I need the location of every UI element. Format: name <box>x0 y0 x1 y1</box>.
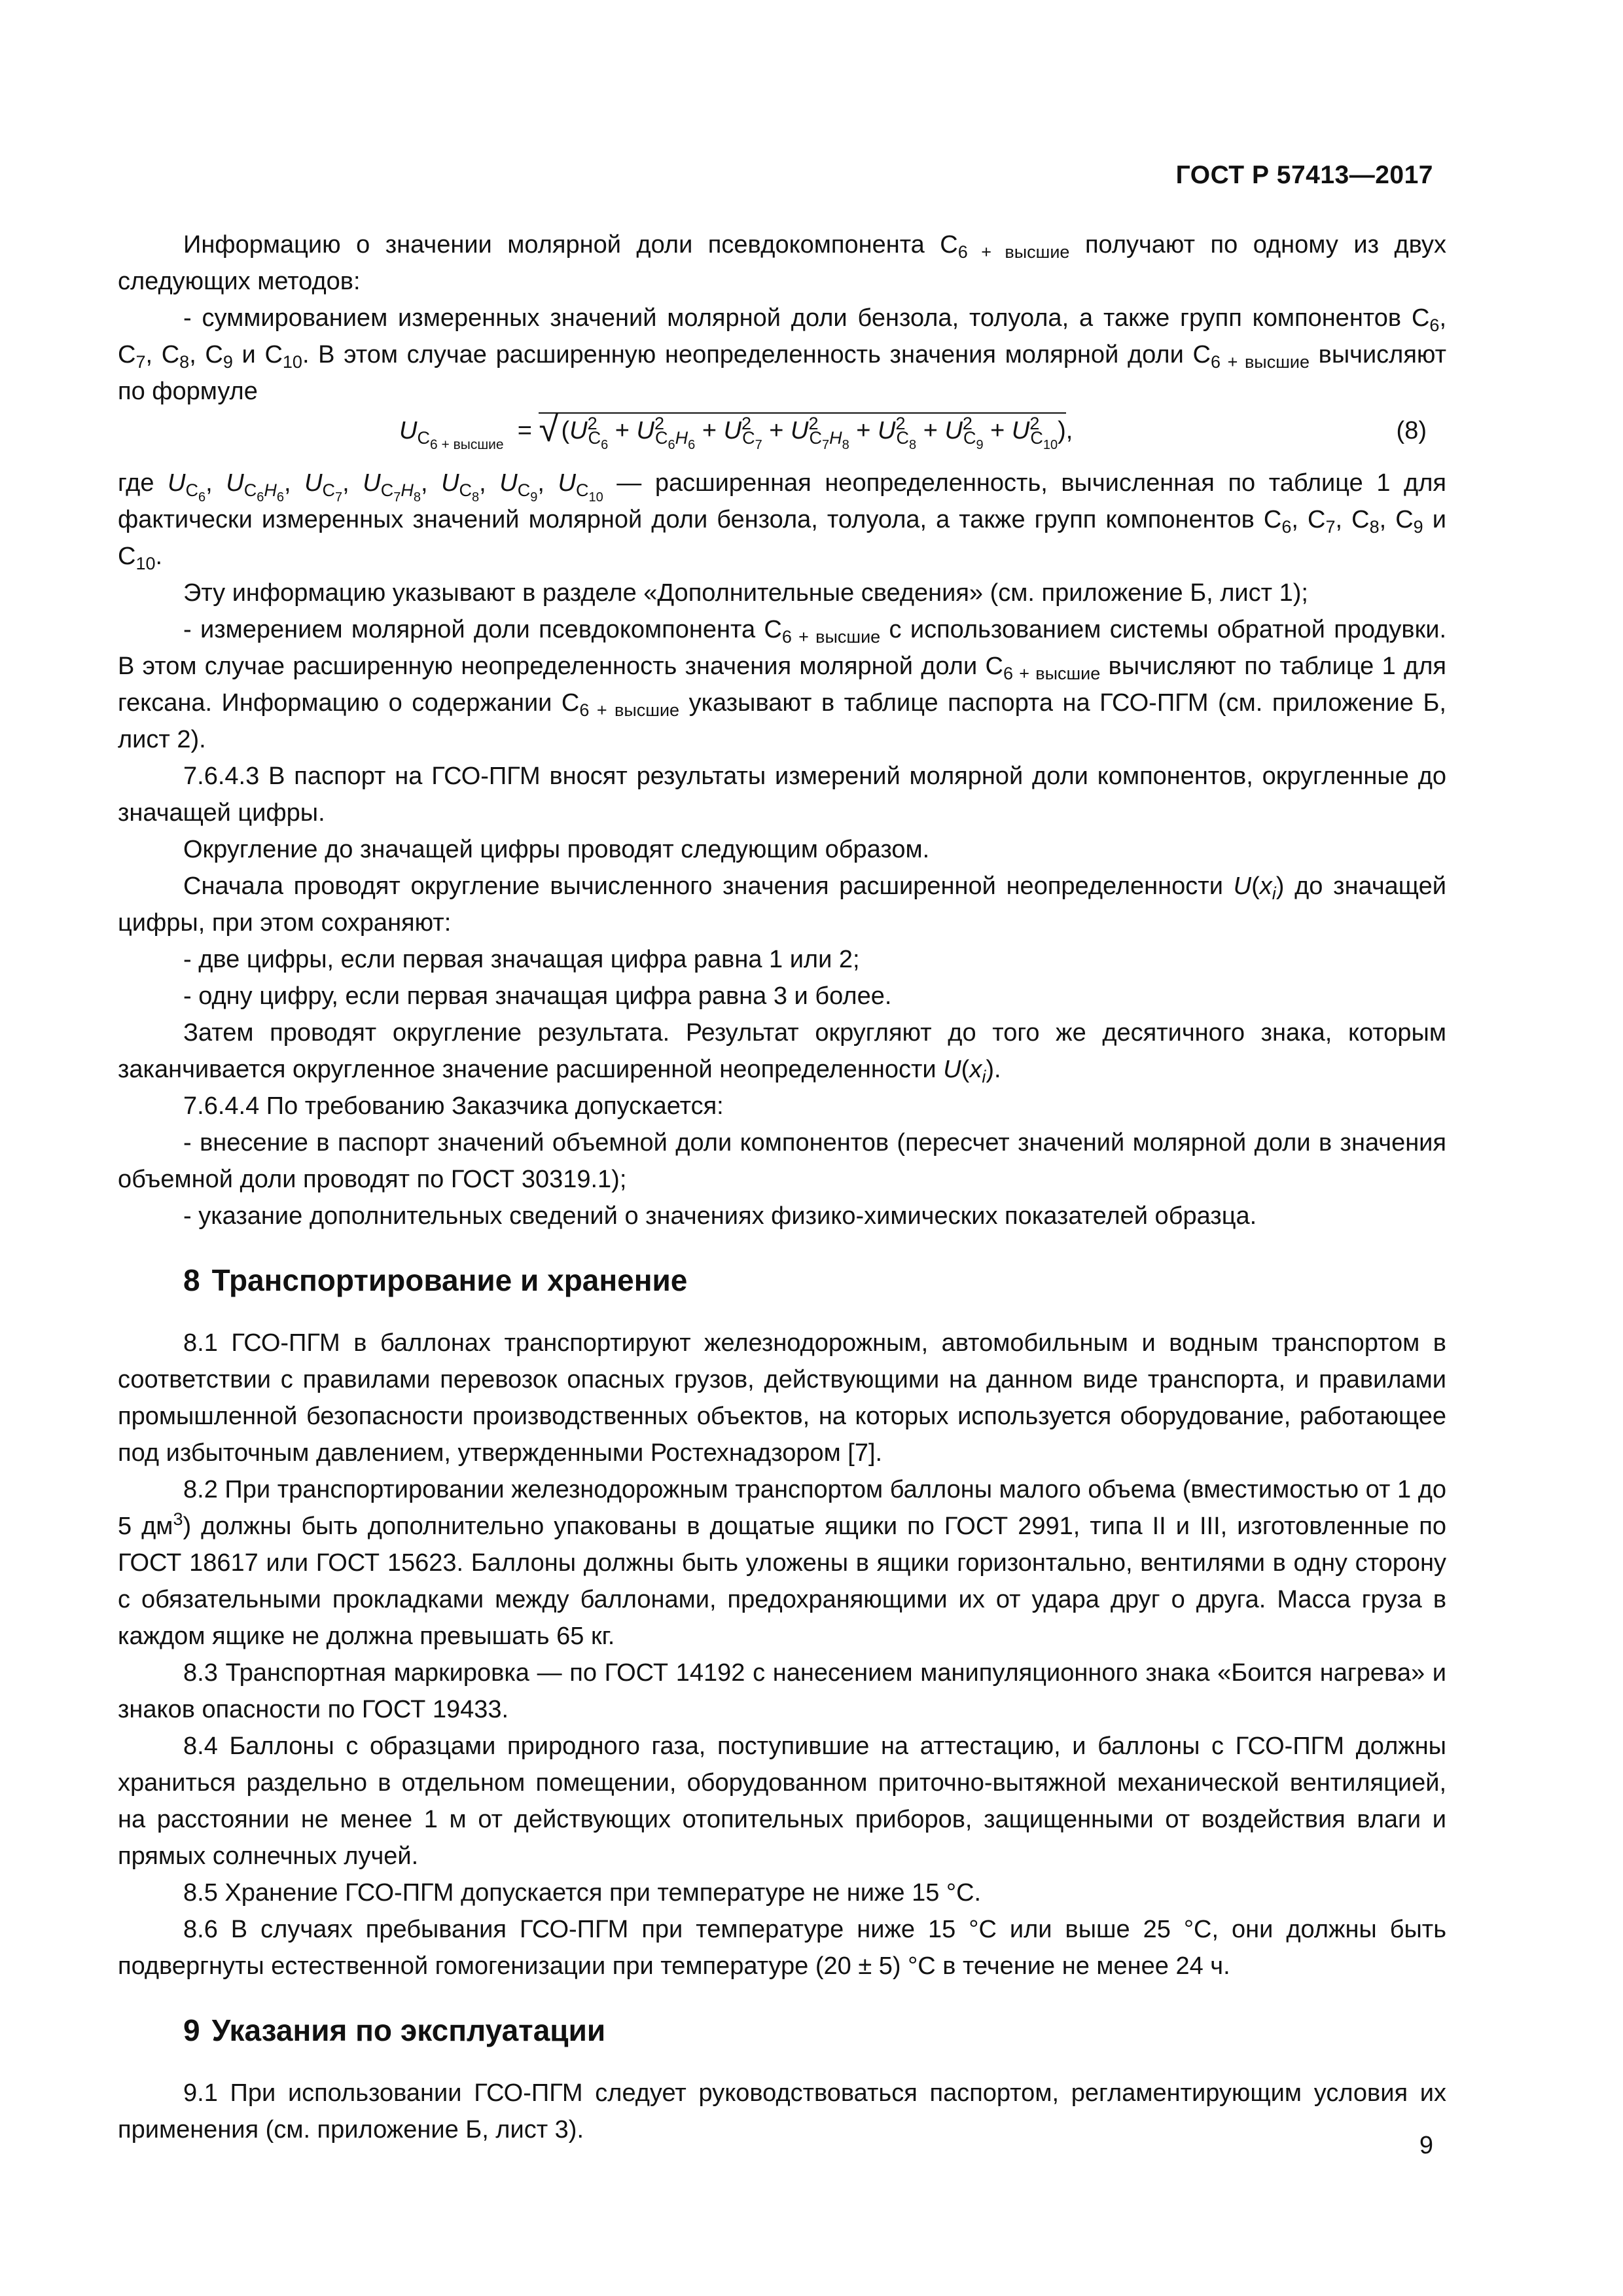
document-header: ГОСТ Р 57413—2017 <box>1175 161 1433 189</box>
paragraph-info: Эту информацию указывают в разделе «Дополнительные сведения» (см. приложение Б, лист 1); <box>183 579 1308 607</box>
paragraph-intro: Информацию о значении молярной доли псевдокомпонента $С_{6 + высшие}$ получают по одному из двух следующих методов: <box>118 231 1447 295</box>
formula-number: (8) <box>1396 417 1427 444</box>
paragraph-8-2: 8.2 При транспортировании железнодорожным транспортом баллоны малого объема (вместимостью от 1 до 5 $дм^3$) должны быть дополнительно упакованы в дощатые ящики по ГОСТ 2991, типа II и III, изготовленные по ГОСТ 18617 или ГОСТ 15623. Баллоны должны быть уложены в ящики горизонтально, вентилями в одну сторону с обязательными прокладками между баллонами, предохраняющими их от удара друг о друга. Масса груза в каждом ящике не должна превышать 65 кг. <box>118 1476 1446 1650</box>
paragraph-rounding-result: Затем проводят округление результата. Результат округляют до того же десятичного знака, которым заканчивается округленное значение расширенной неопределенности $U(x_i)$. <box>118 1019 1446 1086</box>
page-content <box>118 226 1446 2148</box>
paragraph-8-5: 8.5 Хранение ГСО-ПГМ допускается при температуре не ниже 15 °С. <box>183 1879 982 1907</box>
formula-8 <box>118 412 1446 461</box>
paragraph-two-digits: - две цифры, если первая значащая цифра равна 1 или 2; <box>183 946 860 973</box>
paragraph-9-1: 9.1 При использовании ГСО-ПГМ следует руководствоваться паспортом, регламентирующим условия их применения (см. приложение Б, лист 3). <box>118 2079 1446 2144</box>
page-number: 9 <box>1419 2132 1433 2159</box>
paragraph-8-1: 8.1 ГСО-ПГМ в баллонах транспортируют железнодорожным, автомобильным и водным транспортом в соответствии с правилами перевозок опасных грузов, действующими на данном виде транспорта, и правилами промышленной безопасности производственных объектов, на которых используется оборудование, работающее под избыточным давлением, утвержденными Ростехнадзором [7]. <box>118 1329 1446 1467</box>
section-9-heading: 9 Указания по эксплуатации <box>183 2013 606 2047</box>
paragraph-where: где $U_{C_6}$, $U_{C_6H_6}$, $U_{C_7}$, $U_{C_7H_8}$, $U_{C_8}$, $U_{C_9}$, $U_{C_{10}}$ — расширенная неопределенность, вычисленная по таблице 1 для фактически измеренных значений молярной доли бензола, толуола, а также групп компонентов $С_6$, $С_7$, $С_8$, $С_9$ и $С_{10}$. <box>118 469 1446 573</box>
paragraph-volume-fraction: - внесение в паспорт значений объемной доли компонентов (пересчет значений молярной доли в значения объемной доли проводят по ГОСТ 30319.1); <box>118 1129 1446 1193</box>
section-8-heading: 8 Транспортирование и хранение <box>183 1263 688 1297</box>
paragraph-7-6-4-3: 7.6.4.3 В паспорт на ГСО-ПГМ вносят результаты измерений молярной доли компонентов, округленные до значащей цифры. <box>118 762 1446 827</box>
paragraph-additional-info: - указание дополнительных сведений о значениях физико-химических показателей образца. <box>183 1202 1257 1230</box>
paragraph-rounding-first: Сначала проводят округление вычисленного значения расширенной неопределенности $U(x_i)$ до значащей цифры, при этом сохраняют: <box>118 872 1446 937</box>
paragraph-8-4: 8.4 Баллоны с образцами природного газа, поступившие на аттестацию, и баллоны с ГСО-ПГМ должны храниться раздельно в отдельном помещении, оборудованном приточно-вытяжной механической вентиляцией, на расстоянии не менее 1 м от действующих отопительных приборов, защищенными от воздействия влаги и прямых солнечных лучей. <box>118 1732 1446 1870</box>
paragraph-summation: - суммированием измеренных значений молярной доли бензола, толуола, а также групп компонентов $С_6$, $С_7$, $С_8$, $С_9$ и $С_{10}$. В этом случае расширенную неопределенность значения молярной доли $С_{6 + высшие}$ вычисляют по формуле <box>118 304 1446 405</box>
paragraph-8-3: 8.3 Транспортная маркировка — по ГОСТ 14192 с нанесением манипуляционного знака «Боится нагрева» и знаков опасности по ГОСТ 19433. <box>118 1659 1446 1723</box>
paragraph-one-digit: - одну цифру, если первая значащая цифра равна 3 и более. <box>183 982 892 1010</box>
paragraph-7-6-4-4: 7.6.4.4 По требованию Заказчика допускается: <box>183 1092 724 1120</box>
paragraph-8-6: 8.6 В случаях пребывания ГСО-ПГМ при температуре ниже 15 °С или выше 25 °С, они должны быть подвергнуты естественной гомогенизации при температуре (20 ± 5) °С в течение не менее 24 ч. <box>118 1916 1446 1980</box>
paragraph-rounding: Округление до значащей цифры проводят следующим образом. <box>183 836 930 863</box>
paragraph-measurement: - измерением молярной доли псевдокомпонента $С_{6 + высшие}$ с использованием системы обратной продувки. В этом случае расширенную неопределенность значения молярной доли $С_{6 + высшие}$ вычисляют по таблице 1 для гексана. Информацию о содержании $С_{6 + высшие}$ указывают в таблице паспорта на ГСО-ПГМ (см. приложение Б, лист 2). <box>118 616 1446 753</box>
formula-expression: $U_{C_{6 + высшие}}$ = √ $(U^2_{C_6} + U^2_{C_6H_6} + U^2_{C_7} + U^2_{C_7H_8} + U^2_{C_8} + U^2_{C_9} + U^2_{C_{10}})$, <box>399 410 1073 452</box>
